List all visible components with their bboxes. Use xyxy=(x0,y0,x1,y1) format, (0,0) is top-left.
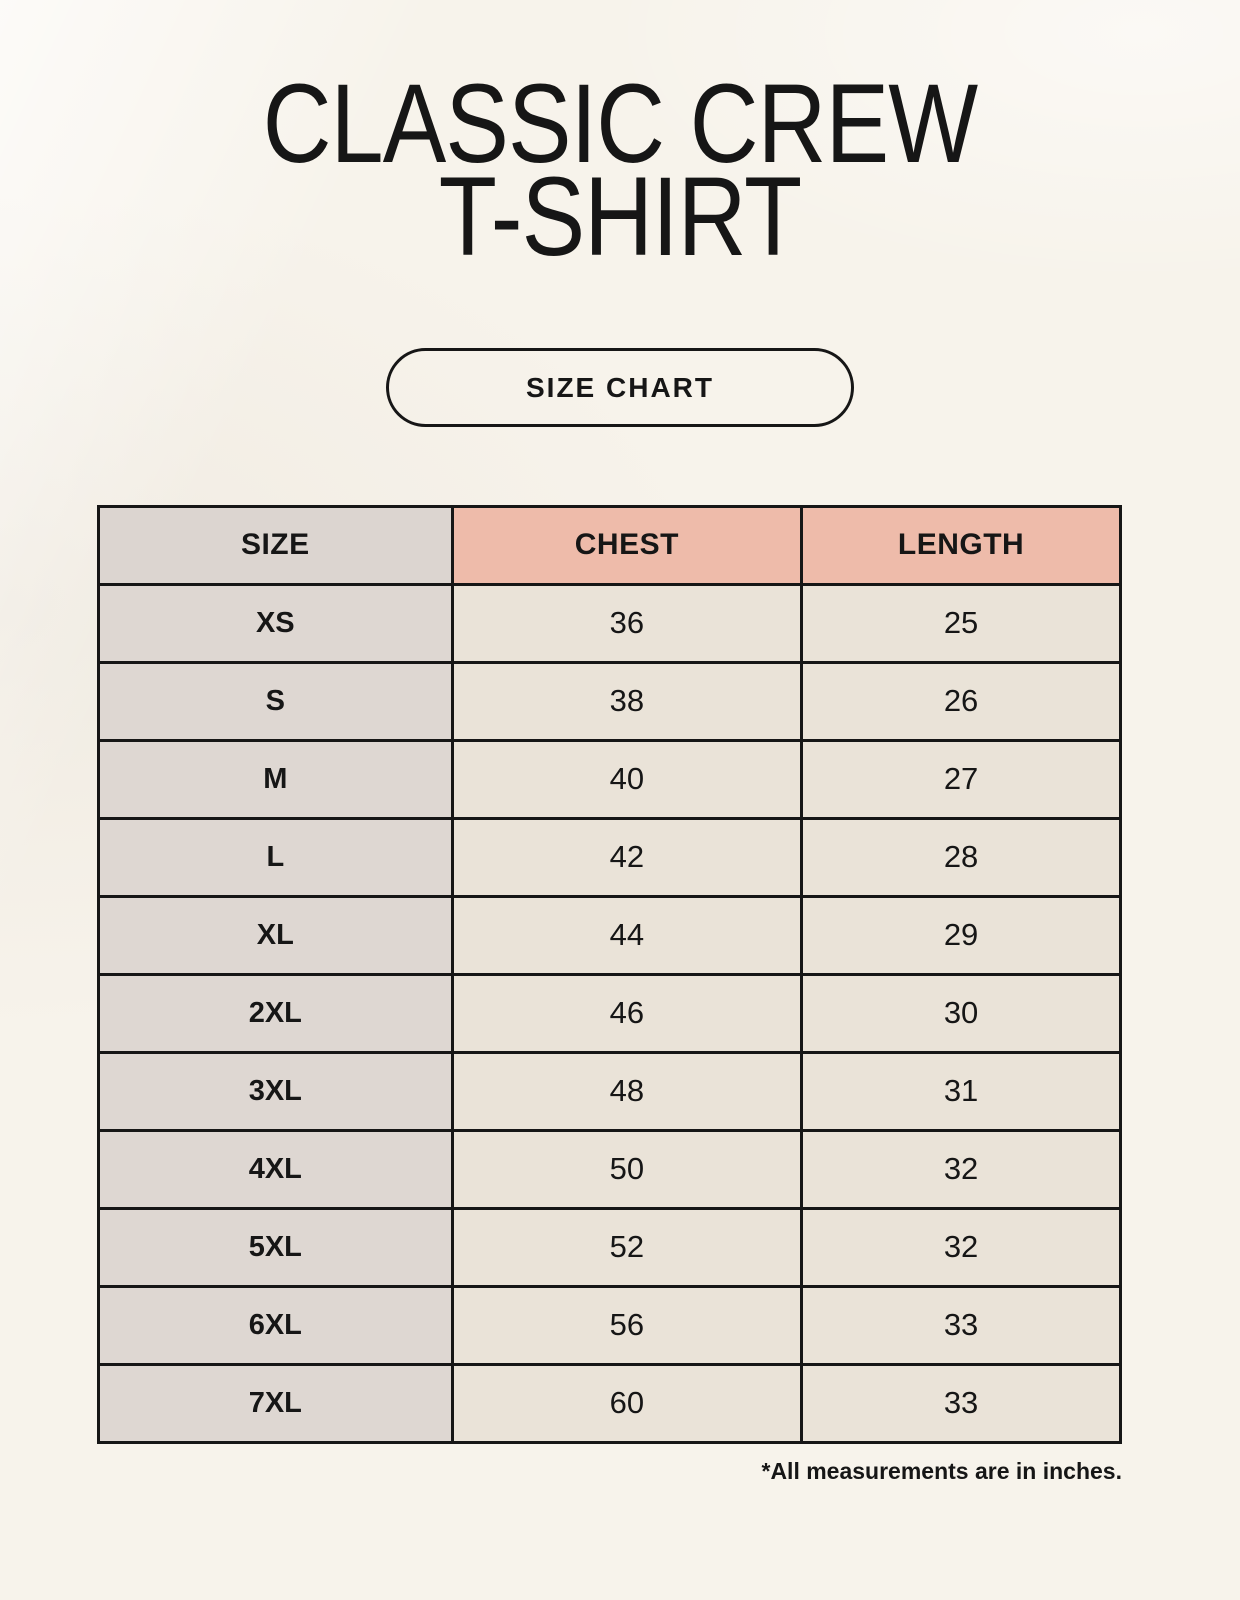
size-cell: 4XL xyxy=(99,1130,453,1208)
chest-cell: 40 xyxy=(452,740,802,818)
size-cell: 2XL xyxy=(99,974,453,1052)
chest-cell: 60 xyxy=(452,1364,802,1442)
table-row xyxy=(99,584,1121,662)
table-row xyxy=(99,974,1121,1052)
length-cell: 33 xyxy=(802,1286,1121,1364)
table-row xyxy=(99,818,1121,896)
chest-cell: 38 xyxy=(452,662,802,740)
size-cell: XS xyxy=(99,584,453,662)
measurements-footnote: *All measurements are in inches. xyxy=(761,1457,1122,1484)
length-cell: 26 xyxy=(802,662,1121,740)
table-row xyxy=(99,1052,1121,1130)
table-row xyxy=(99,1208,1121,1286)
header-row xyxy=(99,506,1121,584)
size-cell: 5XL xyxy=(99,1208,453,1286)
table-row xyxy=(99,896,1121,974)
chest-cell: 46 xyxy=(452,974,802,1052)
table-row xyxy=(99,740,1121,818)
table-row xyxy=(99,1286,1121,1364)
size-table xyxy=(97,505,1122,1444)
length-cell: 29 xyxy=(802,896,1121,974)
chest-cell: 48 xyxy=(452,1052,802,1130)
length-cell: 32 xyxy=(802,1130,1121,1208)
table-row xyxy=(99,1130,1121,1208)
size-cell: M xyxy=(99,740,453,818)
chest-cell: 36 xyxy=(452,584,802,662)
size-cell: L xyxy=(99,818,453,896)
chest-cell: 42 xyxy=(452,818,802,896)
column-header-length: LENGTH xyxy=(802,506,1121,584)
length-cell: 27 xyxy=(802,740,1121,818)
chest-cell: 50 xyxy=(452,1130,802,1208)
length-cell: 25 xyxy=(802,584,1121,662)
page-title xyxy=(93,0,1147,279)
chest-cell: 56 xyxy=(452,1286,802,1364)
column-header-chest: CHEST xyxy=(452,506,802,584)
length-cell: 31 xyxy=(802,1052,1121,1130)
size-table-body xyxy=(99,584,1121,1442)
table-row xyxy=(99,662,1121,740)
column-header-size: SIZE xyxy=(99,506,453,584)
size-cell: S xyxy=(99,662,453,740)
size-cell: 6XL xyxy=(99,1286,453,1364)
page-title-line-2: T-SHIRT xyxy=(438,153,802,279)
size-table-header xyxy=(99,506,1121,584)
chest-cell: 44 xyxy=(452,896,802,974)
length-cell: 30 xyxy=(802,974,1121,1052)
length-cell: 32 xyxy=(802,1208,1121,1286)
length-cell: 28 xyxy=(802,818,1121,896)
page-title-line-1: CLASSIC CREW xyxy=(262,61,978,186)
chest-cell: 52 xyxy=(452,1208,802,1286)
length-cell: 33 xyxy=(802,1364,1121,1442)
size-chart-button[interactable]: SIZE CHART xyxy=(386,348,854,427)
size-cell: 7XL xyxy=(99,1364,453,1442)
size-cell: 3XL xyxy=(99,1052,453,1130)
size-cell: XL xyxy=(99,896,453,974)
table-row xyxy=(99,1364,1121,1442)
